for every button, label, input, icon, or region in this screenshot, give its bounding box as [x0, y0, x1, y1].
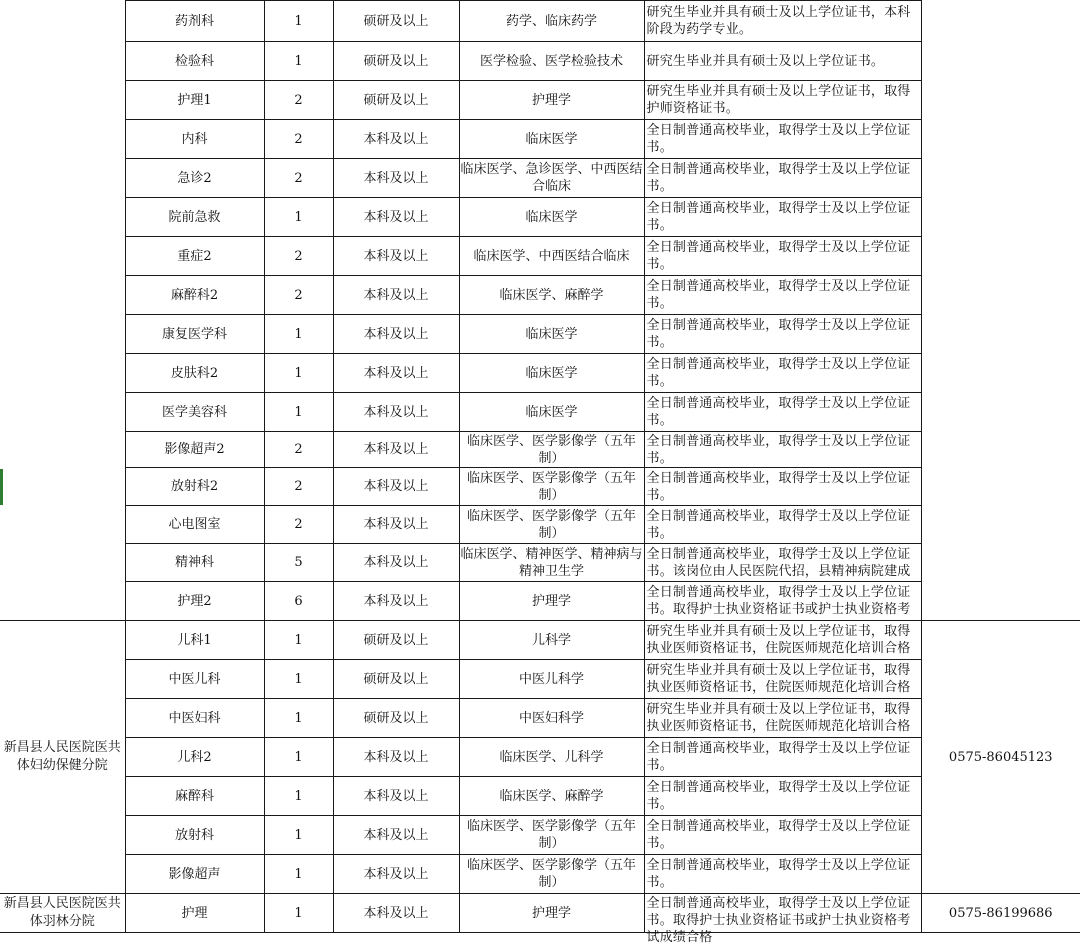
count-text: 1	[294, 365, 303, 381]
education-text: 本科及以上	[363, 170, 429, 186]
education-text: 硕研及以上	[363, 710, 429, 726]
note-cell	[644, 393, 921, 432]
education-cell	[333, 816, 459, 855]
count-text: 1	[294, 53, 303, 69]
note-cell	[644, 660, 921, 699]
count-cell	[264, 432, 333, 468]
major-text: 临床医学、中西医结合临床	[473, 248, 630, 264]
major-cell	[459, 855, 644, 894]
count-cell	[264, 621, 333, 660]
phone-cell	[921, 621, 1080, 894]
note-cell	[644, 699, 921, 738]
table-row	[0, 198, 1080, 237]
note-text: 全日制普通高校毕业，取得学士及以上学位证书。	[646, 433, 911, 466]
post-cell	[125, 42, 264, 81]
count-cell	[264, 660, 333, 699]
post-text: 麻醉科	[174, 788, 214, 804]
major-cell	[459, 816, 644, 855]
count-text: 1	[294, 905, 303, 921]
note-text: 全日制普通高校毕业，取得学士及以上学位证书。	[646, 279, 911, 311]
major-cell	[459, 42, 644, 81]
major-text: 护理学	[531, 92, 571, 108]
table-body	[0, 1, 1080, 945]
education-cell	[333, 1, 459, 42]
table-row	[0, 506, 1080, 544]
education-text: 本科及以上	[363, 555, 429, 570]
count-cell	[264, 544, 333, 582]
education-text: 本科及以上	[363, 365, 429, 381]
note-cell	[644, 621, 921, 660]
count-text: 6	[294, 593, 303, 609]
education-cell	[333, 354, 459, 393]
table-row	[0, 432, 1080, 468]
note-text: 全日制普通高校毕业，取得学士及以上学位证书。	[646, 470, 911, 503]
major-text: 临床医学、医学影像学（五年制）	[466, 819, 636, 851]
note-text: 全日制普通高校毕业，取得学士及以上学位证书。	[646, 780, 911, 812]
major-cell	[459, 237, 644, 276]
post-text: 心电图室	[168, 517, 221, 532]
table-row	[0, 621, 1080, 660]
note-text: 研究生毕业并具有硕士及以上学位证书，取得执业医师资格证书，住院医师规范化培训合格	[646, 663, 911, 695]
note-cell	[644, 894, 921, 945]
post-cell	[125, 159, 264, 198]
count-cell	[264, 894, 333, 933]
post-text: 检验科	[174, 53, 214, 69]
major-cell	[459, 894, 644, 933]
post-cell	[125, 506, 264, 544]
education-text: 硕研及以上	[363, 13, 429, 29]
major-text: 医学检验、医学检验技术	[479, 53, 623, 69]
post-text: 急诊2	[177, 170, 212, 186]
table-row	[0, 855, 1080, 894]
major-text: 中医妇科学	[518, 710, 584, 726]
major-text: 临床医学、医学影像学（五年制）	[466, 858, 636, 890]
education-cell	[333, 276, 459, 315]
note-text: 全日制普通高校毕业，取得学士及以上学位证书。	[646, 201, 911, 233]
post-text: 护理1	[177, 92, 212, 108]
education-text: 硕研及以上	[363, 92, 429, 108]
count-cell	[264, 120, 333, 159]
row-selection-marker	[0, 469, 3, 505]
count-text: 1	[294, 404, 303, 420]
note-cell	[644, 468, 921, 506]
count-text: 1	[294, 710, 303, 726]
post-cell	[125, 198, 264, 237]
education-cell	[333, 393, 459, 432]
count-cell	[264, 699, 333, 738]
table-row	[0, 468, 1080, 506]
count-cell	[264, 159, 333, 198]
count-cell	[264, 738, 333, 777]
major-text: 临床医学、麻醉学	[499, 287, 604, 303]
major-text: 临床医学、医学影像学（五年制）	[466, 508, 636, 541]
table-row	[0, 582, 1080, 621]
post-cell	[125, 468, 264, 506]
education-text: 本科及以上	[363, 131, 429, 147]
major-cell	[459, 120, 644, 159]
note-cell	[644, 198, 921, 237]
phone-cell	[921, 894, 1080, 933]
major-cell	[459, 393, 644, 432]
count-cell	[264, 777, 333, 816]
major-cell	[459, 81, 644, 120]
count-text: 1	[294, 749, 303, 765]
post-cell	[125, 894, 264, 933]
education-cell	[333, 468, 459, 506]
note-text: 研究生毕业并具有硕士及以上学位证书，取得执业医师资格证书，住院医师规范化培训合格	[646, 624, 911, 656]
education-text: 本科及以上	[363, 287, 429, 303]
post-cell	[125, 276, 264, 315]
education-cell	[333, 855, 459, 894]
table-row	[0, 660, 1080, 699]
post-text: 麻醉科2	[170, 287, 219, 303]
post-text: 影像超声	[168, 866, 221, 882]
post-text: 影像超声2	[164, 442, 225, 457]
major-text: 临床医学、医学影像学（五年制）	[466, 433, 636, 466]
major-cell	[459, 621, 644, 660]
count-cell	[264, 506, 333, 544]
note-text: 研究生毕业并具有硕士及以上学位证书。	[646, 53, 885, 69]
unit-name: 新昌县人民医院医共体羽林分院	[3, 896, 121, 929]
count-text: 2	[294, 287, 303, 303]
post-text: 护理	[181, 905, 208, 921]
major-cell	[459, 582, 644, 621]
table-row	[0, 544, 1080, 582]
phone-number: 0575-86199686	[948, 905, 1053, 921]
education-text: 本科及以上	[363, 827, 429, 843]
table-row	[0, 699, 1080, 738]
note-cell	[644, 42, 921, 81]
note-cell	[644, 738, 921, 777]
post-cell	[125, 1, 264, 42]
major-cell	[459, 699, 644, 738]
post-cell	[125, 315, 264, 354]
note-text: 全日制普通高校毕业，取得学士及以上学位证书。	[646, 819, 911, 851]
education-text: 本科及以上	[363, 905, 429, 921]
major-text: 临床医学	[525, 404, 578, 420]
note-text: 全日制普通高校毕业，取得学士及以上学位证书。	[646, 508, 911, 541]
note-cell	[644, 432, 921, 468]
education-cell	[333, 777, 459, 816]
post-cell	[125, 660, 264, 699]
note-text: 研究生毕业并具有硕士及以上学位证书，本科阶段为药学专业。	[646, 5, 911, 37]
education-cell	[333, 315, 459, 354]
post-text: 放射科2	[170, 479, 219, 494]
note-cell	[644, 81, 921, 120]
phone-cell	[921, 1, 1080, 621]
major-cell	[459, 777, 644, 816]
count-cell	[264, 393, 333, 432]
count-text: 5	[294, 555, 303, 570]
count-text: 1	[294, 13, 303, 29]
education-cell	[333, 582, 459, 621]
post-text: 精神科	[174, 555, 214, 570]
post-text: 康复医学科	[161, 326, 227, 342]
major-text: 临床医学、儿科学	[499, 749, 604, 765]
post-cell	[125, 777, 264, 816]
major-cell	[459, 506, 644, 544]
count-text: 2	[294, 517, 303, 532]
note-cell	[644, 120, 921, 159]
major-cell	[459, 544, 644, 582]
education-text: 本科及以上	[363, 788, 429, 804]
count-cell	[264, 855, 333, 894]
education-cell	[333, 699, 459, 738]
education-cell	[333, 42, 459, 81]
education-cell	[333, 198, 459, 237]
count-text: 1	[294, 788, 303, 804]
count-cell	[264, 81, 333, 120]
education-text: 硕研及以上	[363, 632, 429, 648]
major-text: 儿科学	[531, 632, 571, 648]
education-cell	[333, 738, 459, 777]
major-text: 临床医学	[525, 365, 578, 381]
count-text: 1	[294, 827, 303, 843]
major-cell	[459, 738, 644, 777]
table-row	[0, 159, 1080, 198]
post-text: 护理2	[177, 593, 212, 609]
count-cell	[264, 315, 333, 354]
note-cell	[644, 1, 921, 42]
note-text: 全日制普通高校毕业，取得学士及以上学位证书。	[646, 858, 911, 890]
unit-name-cell	[0, 894, 125, 933]
count-text: 2	[294, 479, 303, 494]
post-text: 医学美容科	[161, 404, 227, 420]
table-row	[0, 738, 1080, 777]
post-text: 皮肤科2	[170, 365, 219, 381]
post-cell	[125, 699, 264, 738]
education-cell	[333, 159, 459, 198]
post-text: 放射科	[174, 827, 214, 843]
note-cell	[644, 315, 921, 354]
note-text: 全日制普通高校毕业，取得学士及以上学位证书。	[646, 123, 911, 155]
count-text: 1	[294, 632, 303, 648]
note-cell	[644, 544, 921, 582]
post-text: 重症2	[177, 248, 212, 264]
education-cell	[333, 544, 459, 582]
education-text: 本科及以上	[363, 326, 429, 342]
note-text: 全日制普通高校毕业，取得学士及以上学位证书。取得护士执业资格证书或护士执业资格考试成绩合格	[646, 896, 911, 945]
count-cell	[264, 1, 333, 42]
major-cell	[459, 354, 644, 393]
count-text: 1	[294, 326, 303, 342]
major-text: 中医儿科学	[518, 671, 584, 687]
table-row	[0, 120, 1080, 159]
unit-name: 新昌县人民医院医共体妇幼保健分院	[3, 740, 121, 773]
table-row	[0, 393, 1080, 432]
table-row	[0, 276, 1080, 315]
education-text: 本科及以上	[363, 404, 429, 420]
major-cell	[459, 198, 644, 237]
education-text: 本科及以上	[363, 479, 429, 494]
post-text: 院前急救	[168, 209, 221, 225]
education-text: 硕研及以上	[363, 671, 429, 687]
education-text: 本科及以上	[363, 593, 429, 609]
post-cell	[125, 120, 264, 159]
table-row	[0, 81, 1080, 120]
note-cell	[644, 237, 921, 276]
post-text: 中医妇科	[168, 710, 221, 726]
major-cell	[459, 432, 644, 468]
post-cell	[125, 432, 264, 468]
count-cell	[264, 816, 333, 855]
education-text: 硕研及以上	[363, 53, 429, 69]
note-cell	[644, 354, 921, 393]
major-text: 临床医学	[525, 326, 578, 342]
count-text: 1	[294, 209, 303, 225]
major-text: 护理学	[531, 905, 571, 921]
major-text: 临床医学	[525, 131, 578, 147]
post-cell	[125, 621, 264, 660]
count-cell	[264, 276, 333, 315]
education-cell	[333, 432, 459, 468]
count-text: 1	[294, 671, 303, 687]
note-cell	[644, 506, 921, 544]
phone-number: 0575-86045123	[948, 749, 1053, 765]
count-text: 2	[294, 170, 303, 186]
count-cell	[264, 354, 333, 393]
table-row	[0, 42, 1080, 81]
post-text: 儿科1	[177, 632, 212, 648]
note-text: 全日制普通高校毕业，取得学士及以上学位证书。	[646, 741, 911, 773]
major-text: 临床医学、麻醉学	[499, 788, 604, 804]
post-text: 药剂科	[174, 13, 214, 29]
unit-name-cell	[0, 621, 125, 894]
count-cell	[264, 198, 333, 237]
table-row	[0, 1, 1080, 42]
major-cell	[459, 1, 644, 42]
education-text: 本科及以上	[363, 209, 429, 225]
major-text: 护理学	[531, 593, 571, 609]
count-cell	[264, 237, 333, 276]
education-cell	[333, 81, 459, 120]
note-cell	[644, 816, 921, 855]
post-cell	[125, 544, 264, 582]
major-text: 临床医学、急诊医学、中西医结合临床	[460, 162, 643, 194]
post-cell	[125, 81, 264, 120]
table-row	[0, 315, 1080, 354]
table-row	[0, 894, 1080, 933]
education-text: 本科及以上	[363, 517, 429, 532]
count-cell	[264, 42, 333, 81]
post-cell	[125, 816, 264, 855]
count-text: 2	[294, 248, 303, 264]
table-row	[0, 777, 1080, 816]
note-cell	[644, 777, 921, 816]
unit-name-cell	[0, 1, 125, 621]
major-text: 临床医学	[525, 209, 578, 225]
count-text: 2	[294, 92, 303, 108]
post-cell	[125, 393, 264, 432]
education-cell	[333, 120, 459, 159]
post-cell	[125, 582, 264, 621]
note-cell	[644, 276, 921, 315]
note-text: 全日制普通高校毕业，取得学士及以上学位证书。	[646, 318, 911, 350]
table-row	[0, 816, 1080, 855]
note-cell	[644, 855, 921, 894]
major-cell	[459, 276, 644, 315]
note-cell	[644, 582, 921, 621]
education-cell	[333, 506, 459, 544]
major-text: 药学、临床药学	[505, 13, 597, 29]
note-text: 研究生毕业并具有硕士及以上学位证书，取得护师资格证书。	[646, 84, 911, 116]
note-text: 全日制普通高校毕业，取得学士及以上学位证书。	[646, 240, 911, 272]
note-text: 全日制普通高校毕业，取得学士及以上学位证书。取得护士执业资格证书或护士执业资格考	[646, 585, 911, 617]
post-cell	[125, 237, 264, 276]
count-cell	[264, 468, 333, 506]
major-cell	[459, 315, 644, 354]
major-text: 临床医学、医学影像学（五年制）	[466, 470, 636, 503]
education-text: 本科及以上	[363, 749, 429, 765]
count-text: 2	[294, 442, 303, 457]
education-cell	[333, 237, 459, 276]
post-text: 内科	[181, 131, 208, 147]
note-text: 全日制普通高校毕业，取得学士及以上学位证书。	[646, 357, 911, 389]
note-text: 全日制普通高校毕业，取得学士及以上学位证书。	[646, 162, 911, 194]
major-text: 临床医学、精神医学、精神病与精神卫生学	[460, 546, 643, 579]
table-row	[0, 354, 1080, 393]
note-cell	[644, 159, 921, 198]
note-text: 研究生毕业并具有硕士及以上学位证书，取得执业医师资格证书，住院医师规范化培训合格	[646, 702, 911, 734]
count-text: 1	[294, 866, 303, 882]
post-text: 儿科2	[177, 749, 212, 765]
education-cell	[333, 660, 459, 699]
post-cell	[125, 354, 264, 393]
table-row	[0, 237, 1080, 276]
major-cell	[459, 159, 644, 198]
education-text: 本科及以上	[363, 248, 429, 264]
note-text: 全日制普通高校毕业，取得学士及以上学位证书。	[646, 396, 911, 428]
major-cell	[459, 468, 644, 506]
post-cell	[125, 738, 264, 777]
education-cell	[333, 621, 459, 660]
count-cell	[264, 582, 333, 621]
post-text: 中医儿科	[168, 671, 221, 687]
note-text: 全日制普通高校毕业，取得学士及以上学位证书。该岗位由人民医院代招，县精神病院建成	[646, 546, 911, 579]
education-text: 本科及以上	[363, 442, 429, 457]
post-cell	[125, 855, 264, 894]
education-text: 本科及以上	[363, 866, 429, 882]
count-text: 2	[294, 131, 303, 147]
education-cell	[333, 894, 459, 933]
major-cell	[459, 660, 644, 699]
